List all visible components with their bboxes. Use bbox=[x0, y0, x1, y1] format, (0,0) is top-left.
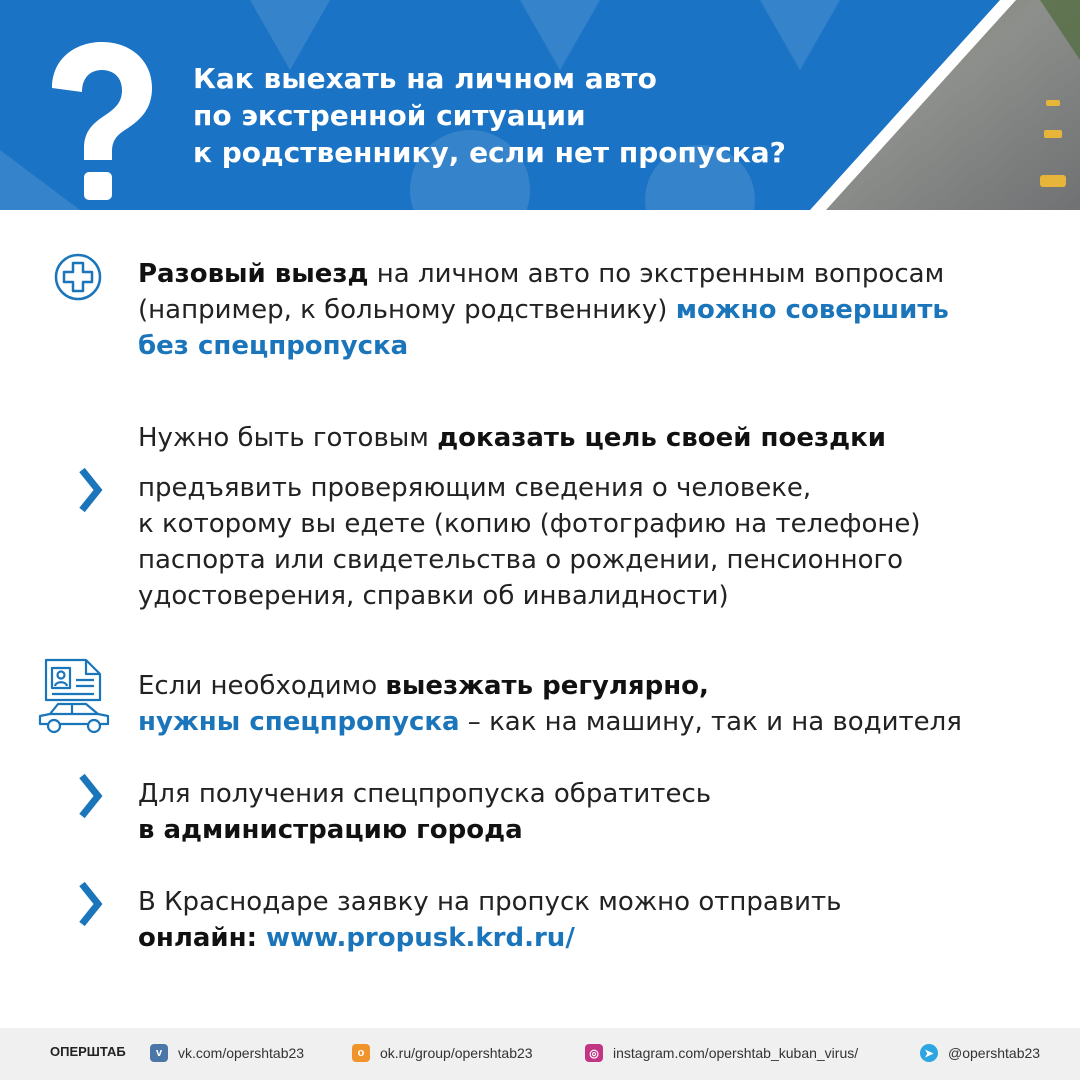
title-line-1: Как выехать на личном авто bbox=[193, 62, 657, 95]
medical-cross-icon bbox=[53, 252, 103, 302]
administration-bold: в администрацию города bbox=[138, 815, 523, 845]
online-text: В Краснодаре заявку на пропуск можно отправить bbox=[138, 887, 842, 917]
title-line-3: к родственнику, если нет пропуска? bbox=[193, 136, 786, 169]
header-title bbox=[193, 60, 786, 171]
car-document-icon bbox=[36, 656, 112, 740]
passes-needed-highlight: нужны спецпропуска bbox=[138, 707, 460, 737]
footer-telegram-link[interactable] bbox=[920, 1044, 1040, 1062]
example-text: (например, к больному родственнику) bbox=[138, 295, 676, 325]
one-time-trip-bold: Разовый выезд bbox=[138, 259, 369, 289]
instagram-link-text: instagram.com/opershtab_kuban_virus/ bbox=[613, 1045, 859, 1061]
documents-line-1: предъявить проверяющим сведения о человеке, bbox=[138, 473, 812, 503]
propusk-link[interactable]: www.propusk.krd.ru/ bbox=[266, 923, 575, 953]
passes-needed-text: – как на машину, так и на водителя bbox=[459, 707, 962, 737]
regular-bold: выезжать регулярно, bbox=[385, 671, 709, 701]
ok-icon: o bbox=[352, 1044, 370, 1062]
online-label: онлайн: bbox=[138, 923, 267, 953]
footer-ok-link[interactable] bbox=[352, 1044, 533, 1062]
block-online-application bbox=[138, 884, 842, 956]
without-pass-highlight: без спецпропуска bbox=[138, 331, 409, 361]
footer-vk-link[interactable] bbox=[150, 1044, 304, 1062]
regular-text: Если необходимо bbox=[138, 671, 386, 701]
vk-icon: v bbox=[150, 1044, 168, 1062]
documents-line-2: к которому вы едете (копию (фотографию на телефоне) bbox=[138, 509, 921, 539]
block-documents bbox=[138, 470, 921, 614]
block-prove-purpose bbox=[138, 420, 886, 456]
chevron-right-icon bbox=[78, 880, 104, 928]
chevron-right-icon bbox=[78, 466, 104, 514]
instagram-icon: ◎ bbox=[585, 1044, 603, 1062]
footer-brand: ОПЕРШТАБ bbox=[50, 1044, 126, 1059]
block-administration bbox=[138, 776, 711, 848]
header-banner bbox=[0, 0, 1080, 210]
documents-line-4: удостоверения, справки об инвалидности) bbox=[138, 581, 729, 611]
vk-link-text: vk.com/opershtab23 bbox=[178, 1045, 305, 1061]
title-line-2: по экстренной ситуации bbox=[193, 99, 586, 132]
ok-link-text: ok.ru/group/opershtab23 bbox=[380, 1045, 533, 1061]
telegram-link-text: @opershtab23 bbox=[948, 1045, 1041, 1061]
block-regular-trips bbox=[138, 668, 962, 740]
prove-purpose-bold: доказать цель своей поездки bbox=[437, 423, 886, 453]
can-do-highlight: можно совершить bbox=[675, 295, 949, 325]
one-time-trip-text: на личном авто по экстренным вопросам bbox=[368, 259, 945, 289]
administration-text: Для получения спецпропуска обратитесь bbox=[138, 779, 712, 809]
documents-line-3: паспорта или свидетельства о рождении, пенсионного bbox=[138, 545, 904, 575]
question-mark-icon bbox=[40, 38, 160, 208]
block-one-time-trip bbox=[138, 256, 949, 364]
footer-instagram-link[interactable] bbox=[585, 1044, 858, 1062]
prove-purpose-text: Нужно быть готовым bbox=[138, 423, 438, 453]
chevron-right-icon bbox=[78, 772, 104, 820]
telegram-icon: ➤ bbox=[920, 1044, 938, 1062]
footer bbox=[0, 1028, 1080, 1080]
